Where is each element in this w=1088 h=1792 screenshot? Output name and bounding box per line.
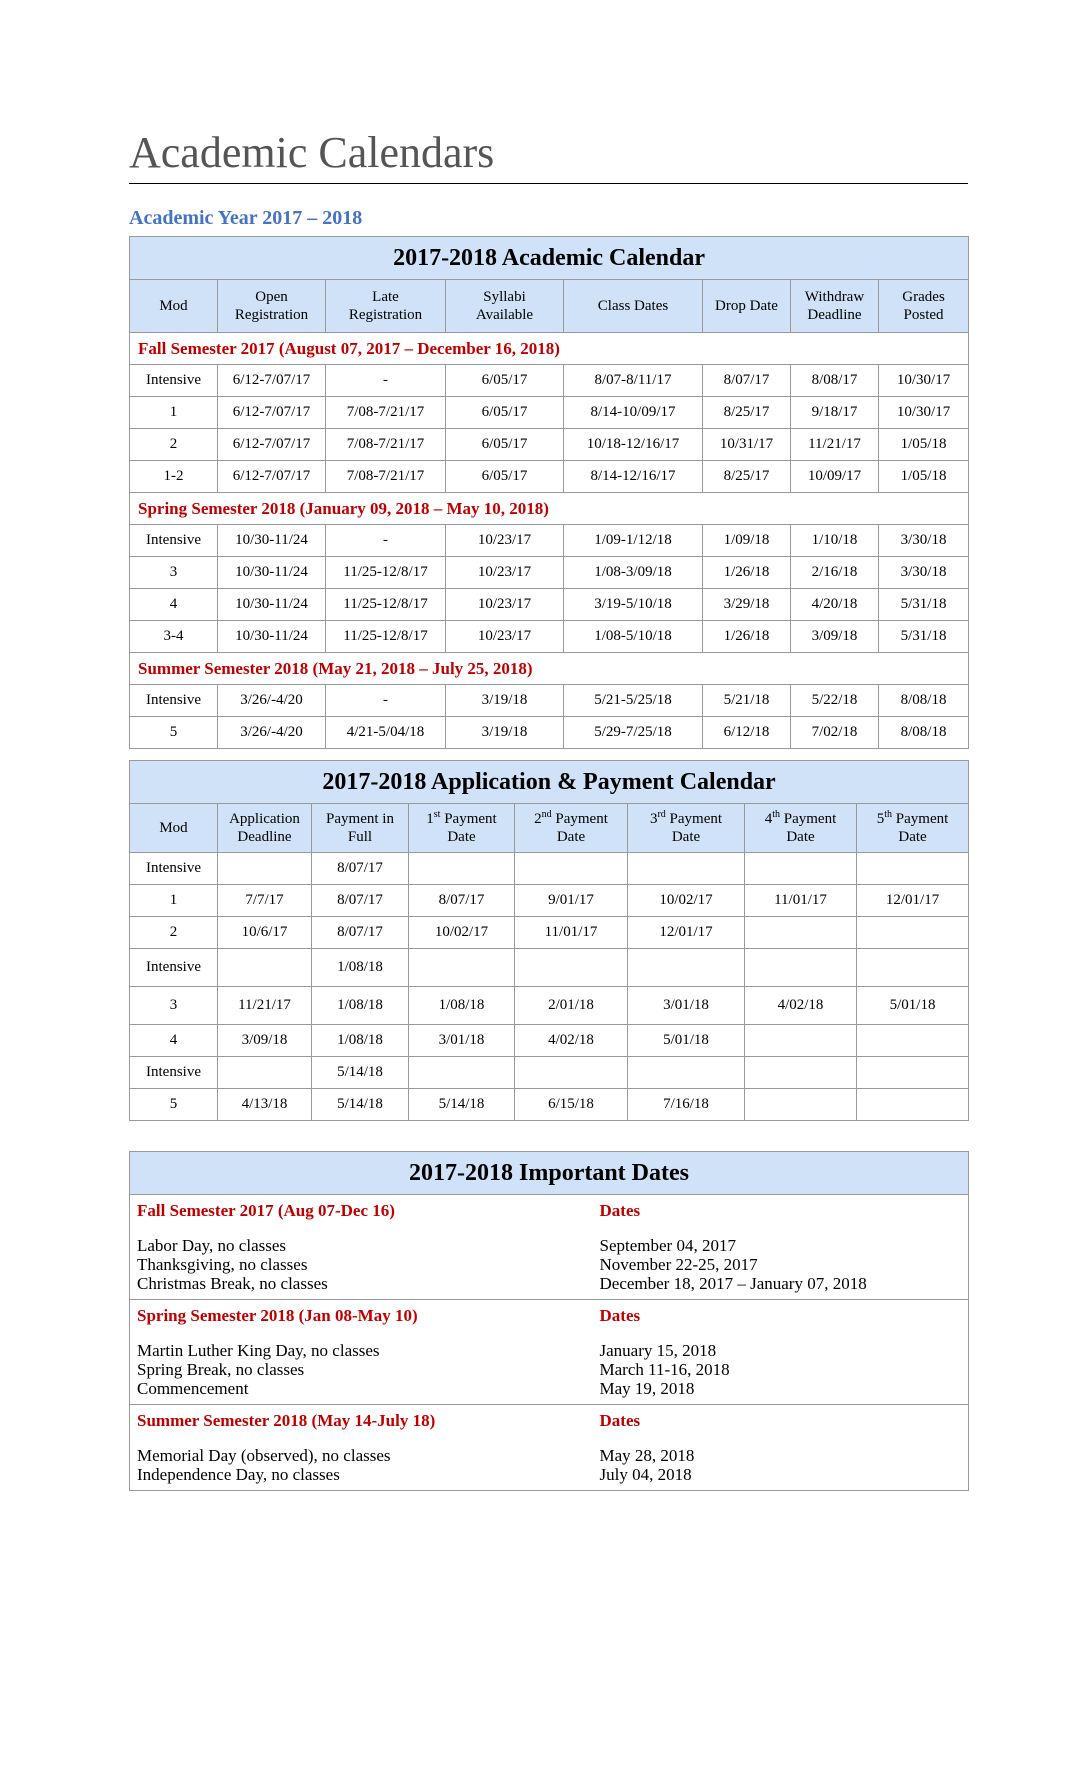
table-cell: 9/01/17	[515, 885, 628, 917]
table-cell: 7/7/17	[218, 885, 312, 917]
table-cell: -	[326, 365, 446, 397]
table-cell: 10/30-11/24	[218, 525, 326, 557]
table-cell: 10/23/17	[446, 525, 564, 557]
table-cell	[218, 1057, 312, 1089]
table-cell: 1/08/18	[312, 1025, 409, 1057]
academic-col-header	[446, 280, 564, 333]
table-cell: 8/25/17	[703, 461, 791, 493]
table-cell: -	[326, 685, 446, 717]
header-text: Date	[556, 829, 586, 845]
table-cell: 8/25/17	[703, 397, 791, 429]
important-dates-table	[129, 1151, 969, 1491]
table-row	[130, 917, 969, 949]
header-ordinal: 2	[534, 811, 542, 827]
table-cell: 5/14/18	[312, 1057, 409, 1089]
header-text: Full	[347, 829, 373, 845]
header-text: Date	[671, 829, 701, 845]
table-cell: 6/12-7/07/17	[218, 429, 326, 461]
table-cell: 8/07/17	[312, 917, 409, 949]
payment-col-header	[857, 804, 969, 853]
table-cell: 1/09-1/12/18	[564, 525, 703, 557]
table-cell: 11/25-12/8/17	[326, 589, 446, 621]
table-cell	[745, 1025, 857, 1057]
header-ordinal-suffix: rd	[657, 809, 666, 820]
academic-header-row	[130, 280, 969, 333]
academic-col-header	[879, 280, 969, 333]
table-cell: 5/29-7/25/18	[564, 717, 703, 749]
header-text: Grades	[902, 289, 945, 305]
table-cell: 8/08/18	[879, 717, 969, 749]
table-cell: 8/07/17	[409, 885, 515, 917]
academic-col-header	[326, 280, 446, 333]
table-cell	[857, 1089, 969, 1121]
table-cell: 7/16/18	[628, 1089, 745, 1121]
semester-row	[130, 333, 969, 365]
table-row	[130, 1025, 969, 1057]
table-row	[130, 1057, 969, 1089]
event-name: Spring Break, no classes	[137, 1360, 305, 1379]
dates-cell	[593, 1405, 969, 1491]
table-cell: 10/23/17	[446, 557, 564, 589]
table-cell: 8/07/17	[312, 885, 409, 917]
payment-col-header	[409, 804, 515, 853]
academic-year-heading: Academic Year 2017 – 2018	[129, 207, 363, 229]
table-cell	[628, 1057, 745, 1089]
table-cell: 5/22/18	[791, 685, 879, 717]
header-text: Available	[475, 307, 534, 323]
event-date: September 04, 2017	[599, 1236, 736, 1255]
event-date: May 19, 2018	[599, 1379, 695, 1398]
table-row	[130, 429, 969, 461]
event-date: November 22-25, 2017	[599, 1255, 758, 1274]
table-cell: 5/31/18	[879, 621, 969, 653]
event-date: March 11-16, 2018	[599, 1360, 730, 1379]
academic-col-header	[703, 280, 791, 333]
table-row	[130, 397, 969, 429]
table-cell: 12/01/17	[628, 917, 745, 949]
table-cell: 4	[130, 1025, 218, 1057]
table-cell: 3/09/18	[791, 621, 879, 653]
header-text: Payment	[780, 811, 837, 827]
header-ordinal-suffix: nd	[541, 809, 552, 820]
header-text: Deadline	[807, 307, 862, 323]
header-text: Mod	[159, 820, 188, 836]
table-cell: 7/08-7/21/17	[326, 397, 446, 429]
table-cell: 5/31/18	[879, 589, 969, 621]
table-cell: 8/08/17	[791, 365, 879, 397]
semester-label: Spring Semester 2018 (January 09, 2018 – May 10, 2018)	[130, 493, 969, 525]
table-cell: 5/21-5/25/18	[564, 685, 703, 717]
table-cell: 5/21/18	[703, 685, 791, 717]
event-name: Independence Day, no classes	[137, 1465, 340, 1484]
dates-cell	[593, 1195, 969, 1300]
table-cell: 3/19/18	[446, 685, 564, 717]
table-cell	[515, 853, 628, 885]
table-row	[130, 685, 969, 717]
table-cell: 9/18/17	[791, 397, 879, 429]
header-ordinal-suffix: st	[433, 809, 441, 820]
table-cell: 3/01/18	[409, 1025, 515, 1057]
event-date: July 04, 2018	[599, 1465, 692, 1484]
table-cell: 6/05/17	[446, 429, 564, 461]
table-cell: 3	[130, 557, 218, 589]
table-cell: 1/08-3/09/18	[564, 557, 703, 589]
important-dates-section	[130, 1195, 969, 1300]
table-cell	[857, 917, 969, 949]
table-cell: 3/30/18	[879, 557, 969, 589]
table-cell: 10/30-11/24	[218, 621, 326, 653]
table-cell: 4/02/18	[515, 1025, 628, 1057]
table-cell: 10/30/17	[879, 365, 969, 397]
important-dates-title: 2017-2018 Important Dates	[130, 1152, 969, 1195]
table-cell: 5/01/18	[628, 1025, 745, 1057]
header-text: Late	[372, 289, 399, 305]
table-cell: 8/07/17	[312, 853, 409, 885]
table-cell: 8/07/17	[703, 365, 791, 397]
header-text: Payment	[892, 811, 949, 827]
header-ordinal: 5	[876, 811, 885, 827]
table-cell: 11/25-12/8/17	[326, 557, 446, 589]
table-row	[130, 885, 969, 917]
table-cell: 6/12-7/07/17	[218, 397, 326, 429]
payment-col-header	[628, 804, 745, 853]
academic-col-header	[564, 280, 703, 333]
table-cell: 4	[130, 589, 218, 621]
table-cell	[218, 949, 312, 987]
table-cell: 10/31/17	[703, 429, 791, 461]
table-cell: 3/29/18	[703, 589, 791, 621]
table-cell: 4/20/18	[791, 589, 879, 621]
events-cell	[130, 1300, 593, 1405]
header-text: Open	[255, 289, 288, 305]
table-cell: 5/14/18	[312, 1089, 409, 1121]
table-cell: 12/01/17	[857, 885, 969, 917]
header-ordinal: 4	[764, 811, 773, 827]
table-cell	[409, 949, 515, 987]
table-cell	[409, 853, 515, 885]
event-date: January 15, 2018	[599, 1341, 717, 1360]
table-cell	[857, 1025, 969, 1057]
event-name: Memorial Day (observed), no classes	[137, 1446, 391, 1465]
table-cell: 6/15/18	[515, 1089, 628, 1121]
semester-label: Fall Semester 2017 (August 07, 2017 – December 16, 2018)	[130, 333, 969, 365]
table-row	[130, 589, 969, 621]
table-cell: 6/05/17	[446, 365, 564, 397]
table-cell: 3-4	[130, 621, 218, 653]
table-cell	[409, 1057, 515, 1089]
payment-col-header	[218, 804, 312, 853]
table-cell: 7/08-7/21/17	[326, 429, 446, 461]
table-cell: 1/05/18	[879, 429, 969, 461]
header-text: Withdraw	[804, 289, 865, 305]
table-cell: Intensive	[130, 685, 218, 717]
table-row	[130, 949, 969, 987]
table-cell: 1/09/18	[703, 525, 791, 557]
table-cell: Intensive	[130, 525, 218, 557]
table-cell: Intensive	[130, 949, 218, 987]
dates-label: Dates	[599, 1201, 641, 1220]
table-cell: 2/01/18	[515, 987, 628, 1025]
table-cell: 1	[130, 885, 218, 917]
table-cell: 4/02/18	[745, 987, 857, 1025]
event-name: Commencement	[137, 1379, 249, 1398]
table-cell: 3	[130, 987, 218, 1025]
header-text: Date	[447, 829, 476, 845]
payment-calendar-title: 2017-2018 Application & Payment Calendar	[130, 761, 969, 804]
semester-row	[130, 653, 969, 685]
payment-col-header	[515, 804, 628, 853]
table-cell: 11/25-12/8/17	[326, 621, 446, 653]
table-cell: 5	[130, 717, 218, 749]
table-cell	[745, 1089, 857, 1121]
table-row	[130, 987, 969, 1025]
header-text: Drop Date	[715, 298, 778, 314]
header-text: Class Dates	[597, 298, 669, 314]
table-cell: 6/05/17	[446, 397, 564, 429]
header-text: Registration	[234, 307, 309, 323]
dates-label: Dates	[599, 1306, 641, 1325]
academic-col-header	[130, 280, 218, 333]
payment-calendar-table	[129, 760, 969, 1121]
header-ordinal: 1	[426, 811, 434, 827]
table-cell	[218, 853, 312, 885]
payment-col-header	[130, 804, 218, 853]
event-name: Labor Day, no classes	[137, 1236, 287, 1255]
table-cell: 8/08/18	[879, 685, 969, 717]
header-text: Payment	[551, 811, 608, 827]
table-row	[130, 1089, 969, 1121]
table-row	[130, 621, 969, 653]
table-cell: 1/10/18	[791, 525, 879, 557]
table-cell: 7/08-7/21/17	[326, 461, 446, 493]
header-text: Payment in	[326, 811, 394, 827]
events-cell	[130, 1195, 593, 1300]
table-cell: 10/30-11/24	[218, 589, 326, 621]
table-cell: 10/23/17	[446, 589, 564, 621]
academic-col-header	[791, 280, 879, 333]
academic-calendar-title: 2017-2018 Academic Calendar	[130, 237, 969, 280]
table-cell: 2/16/18	[791, 557, 879, 589]
table-cell: 3/01/18	[628, 987, 745, 1025]
table-cell	[745, 917, 857, 949]
table-cell	[628, 853, 745, 885]
table-cell: 5/01/18	[857, 987, 969, 1025]
table-cell	[745, 949, 857, 987]
semester-label: Summer Semester 2018 (May 14-July 18)	[137, 1411, 436, 1430]
semester-label: Summer Semester 2018 (May 21, 2018 – July 25, 2018)	[130, 653, 969, 685]
semester-label: Fall Semester 2017 (Aug 07-Dec 16)	[137, 1201, 395, 1220]
table-cell: 10/09/17	[791, 461, 879, 493]
dates-label: Dates	[599, 1411, 641, 1430]
header-text: Payment	[440, 811, 497, 827]
table-cell: 1/05/18	[879, 461, 969, 493]
header-text: Date	[786, 829, 815, 845]
table-cell: 8/14-10/09/17	[564, 397, 703, 429]
table-cell: 1/26/18	[703, 621, 791, 653]
payment-header-row	[130, 804, 969, 853]
header-ordinal-suffix: th	[884, 809, 893, 820]
table-cell	[745, 853, 857, 885]
header-text: Syllabi	[483, 289, 526, 305]
table-cell: 1/08/18	[312, 949, 409, 987]
table-cell	[745, 1057, 857, 1089]
event-name: Martin Luther King Day, no classes	[137, 1341, 380, 1360]
table-cell: 4/13/18	[218, 1089, 312, 1121]
table-cell: 1-2	[130, 461, 218, 493]
table-row	[130, 717, 969, 749]
page-title: Academic Calendars	[129, 128, 968, 184]
table-cell: 10/02/17	[409, 917, 515, 949]
table-row	[130, 461, 969, 493]
header-text: Mod	[159, 298, 188, 314]
header-text: Deadline	[237, 829, 292, 845]
table-cell: 1/08/18	[409, 987, 515, 1025]
header-text: Payment	[665, 811, 723, 827]
table-cell: 3/09/18	[218, 1025, 312, 1057]
header-text: Registration	[348, 307, 423, 323]
event-date: May 28, 2018	[599, 1446, 695, 1465]
table-row	[130, 365, 969, 397]
header-ordinal-suffix: th	[772, 809, 781, 820]
table-cell: 3/26/-4/20	[218, 717, 326, 749]
table-row	[130, 557, 969, 589]
table-cell: Intensive	[130, 365, 218, 397]
academic-calendar-table	[129, 236, 969, 749]
header-text: Date	[898, 829, 927, 845]
table-cell	[857, 949, 969, 987]
table-cell: Intensive	[130, 1057, 218, 1089]
table-cell: 11/21/17	[791, 429, 879, 461]
table-cell: 2	[130, 429, 218, 461]
table-cell	[857, 853, 969, 885]
important-dates-section	[130, 1300, 969, 1405]
table-cell: 7/02/18	[791, 717, 879, 749]
important-dates-section	[130, 1405, 969, 1491]
semester-label: Spring Semester 2018 (Jan 08-May 10)	[137, 1306, 418, 1325]
academic-col-header	[218, 280, 326, 333]
header-text: Application	[229, 811, 300, 827]
table-cell: 2	[130, 917, 218, 949]
table-cell: 5/14/18	[409, 1089, 515, 1121]
table-cell: 10/30-11/24	[218, 557, 326, 589]
table-cell: 8/14-12/16/17	[564, 461, 703, 493]
header-text: Posted	[903, 307, 944, 323]
table-cell	[515, 949, 628, 987]
table-row	[130, 853, 969, 885]
table-cell: Intensive	[130, 853, 218, 885]
header-ordinal: 3	[649, 811, 658, 827]
table-cell: 11/21/17	[218, 987, 312, 1025]
table-cell: 1	[130, 397, 218, 429]
table-cell: 10/18-12/16/17	[564, 429, 703, 461]
table-cell: 10/23/17	[446, 621, 564, 653]
payment-col-header	[745, 804, 857, 853]
table-cell: 1/08/18	[312, 987, 409, 1025]
table-cell: 6/12/18	[703, 717, 791, 749]
table-cell: 5	[130, 1089, 218, 1121]
table-cell: 11/01/17	[515, 917, 628, 949]
table-cell: 6/12-7/07/17	[218, 365, 326, 397]
table-row	[130, 525, 969, 557]
event-name: Christmas Break, no classes	[137, 1274, 328, 1293]
table-cell	[628, 949, 745, 987]
table-cell: 11/01/17	[745, 885, 857, 917]
table-cell: 10/6/17	[218, 917, 312, 949]
table-cell: -	[326, 525, 446, 557]
semester-row	[130, 493, 969, 525]
table-cell: 1/08-5/10/18	[564, 621, 703, 653]
table-cell	[515, 1057, 628, 1089]
table-cell: 6/12-7/07/17	[218, 461, 326, 493]
event-date: December 18, 2017 – January 07, 2018	[599, 1274, 867, 1293]
events-cell	[130, 1405, 593, 1491]
event-name: Thanksgiving, no classes	[137, 1255, 308, 1274]
table-cell: 8/07-8/11/17	[564, 365, 703, 397]
table-cell	[857, 1057, 969, 1089]
table-cell: 10/02/17	[628, 885, 745, 917]
table-cell: 1/26/18	[703, 557, 791, 589]
payment-col-header	[312, 804, 409, 853]
table-cell: 3/26/-4/20	[218, 685, 326, 717]
table-cell: 3/30/18	[879, 525, 969, 557]
table-cell: 6/05/17	[446, 461, 564, 493]
table-cell: 3/19/18	[446, 717, 564, 749]
dates-cell	[593, 1300, 969, 1405]
table-cell: 10/30/17	[879, 397, 969, 429]
table-cell: 3/19-5/10/18	[564, 589, 703, 621]
table-cell: 4/21-5/04/18	[326, 717, 446, 749]
